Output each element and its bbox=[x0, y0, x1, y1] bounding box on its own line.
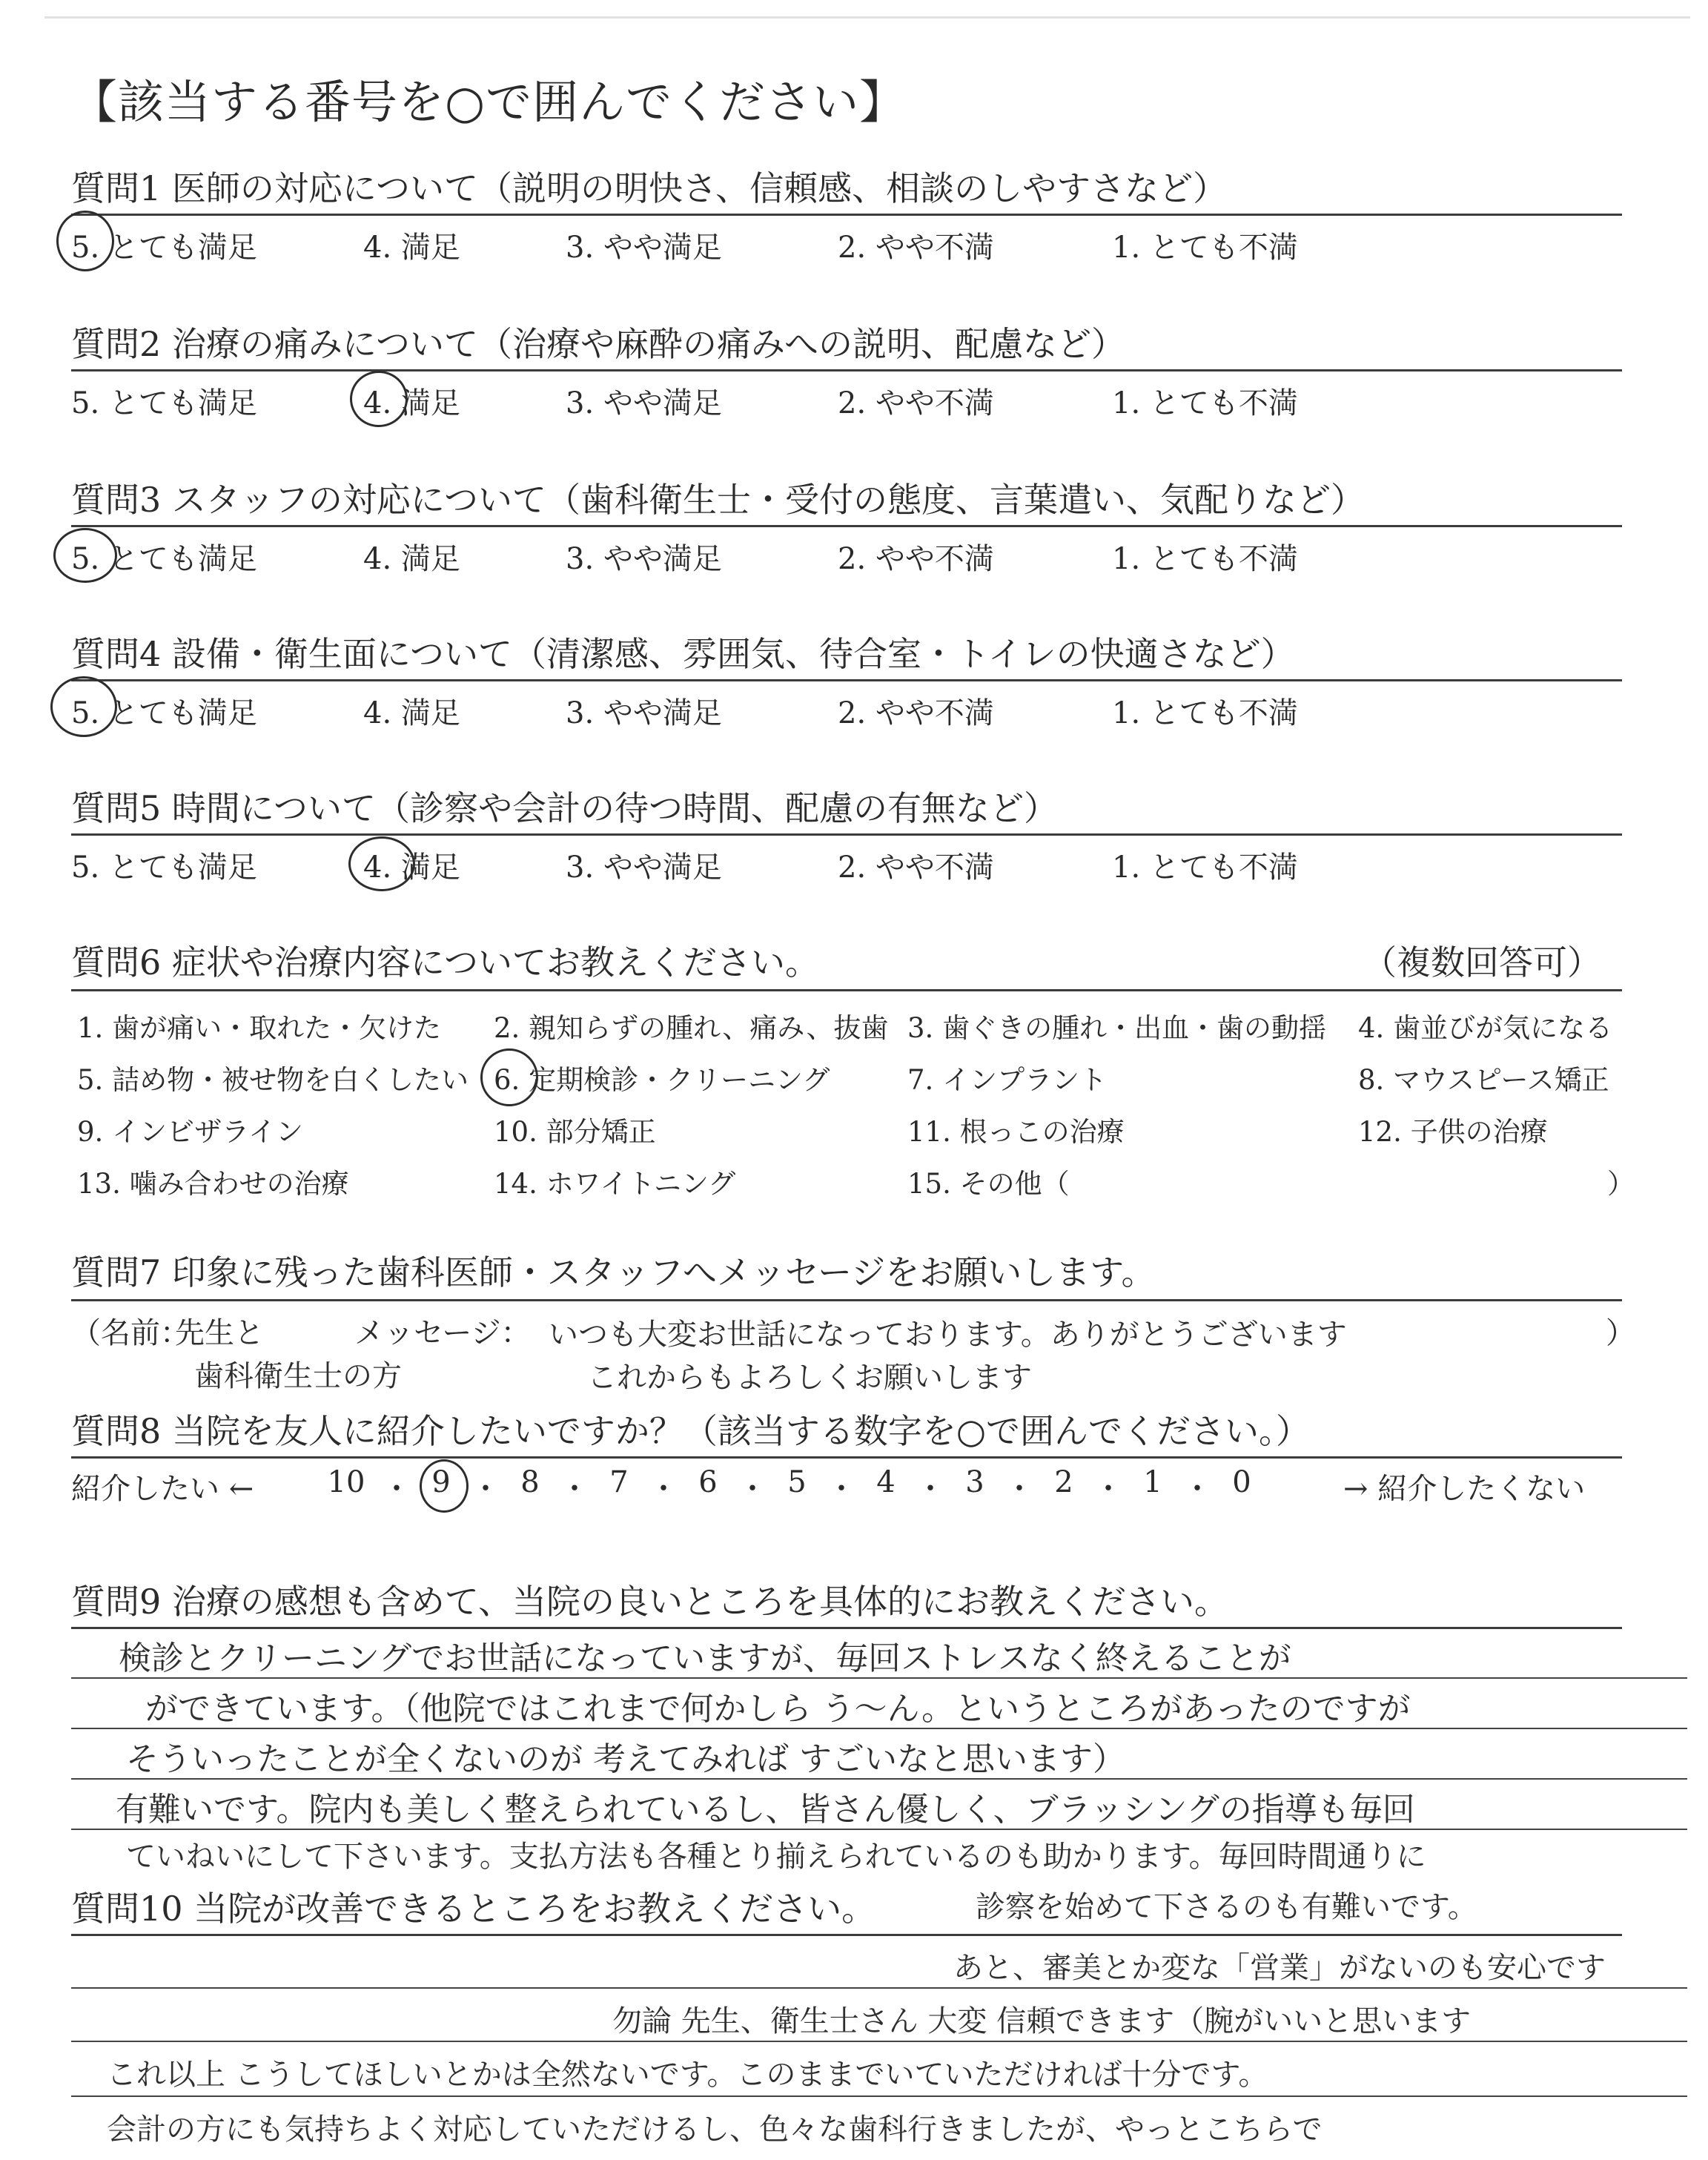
q5-option-4[interactable]: 4. 満足 bbox=[363, 851, 460, 885]
q10-line-2 bbox=[71, 2041, 1687, 2042]
q6-option-7[interactable]: 7. インプラント bbox=[907, 1064, 1108, 1096]
question-8-label: 質問8 当院を友人に紹介したいですか？（該当する数字を○で囲んでください。） bbox=[71, 1411, 1311, 1451]
q8-right-label: → 紹介したくない bbox=[1343, 1472, 1586, 1506]
question-6-rule bbox=[71, 989, 1622, 991]
q2-option-4[interactable]: 4. 満足 bbox=[363, 386, 460, 420]
question-2-rule bbox=[71, 369, 1622, 371]
q6-option-12[interactable]: 12. 子供の治療 bbox=[1358, 1116, 1548, 1148]
q8-scale-separator: ・ bbox=[1004, 1472, 1034, 1506]
question-5-label: 質問5 時間について（診察や会計の待つ時間、配慮の有無など） bbox=[71, 788, 1058, 828]
q8-scale-10[interactable]: 10 bbox=[327, 1465, 365, 1499]
question-10-label: 質問10 当院が改善できるところをお教えください。 bbox=[71, 1889, 876, 1929]
q8-scale-5[interactable]: 5 bbox=[787, 1465, 807, 1499]
q8-scale-separator: ・ bbox=[382, 1472, 411, 1506]
q5-option-5[interactable]: 5. とても満足 bbox=[71, 851, 257, 885]
q10-hw-line-3[interactable]: これ以上 こうしてほしいとかは全然ないです。このままでいていただければ十分です。 bbox=[107, 2058, 1268, 2092]
q4-option-5[interactable]: 5. とても満足 bbox=[71, 696, 257, 730]
q10-hw-line-2[interactable]: 勿論 先生、衛生士さん 大変 信頼できます（腕がいいと思います bbox=[612, 2004, 1472, 2038]
q6-option-10[interactable]: 10. 部分矯正 bbox=[494, 1116, 656, 1148]
question-3-rule bbox=[71, 525, 1622, 527]
q7-message-hw-2[interactable]: これからもよろしくお願いします bbox=[587, 1361, 1032, 1395]
q3-option-3[interactable]: 3. やや満足 bbox=[566, 542, 722, 576]
question-6-note: （複数回答可） bbox=[1363, 942, 1601, 982]
question-9-rule bbox=[71, 1627, 1622, 1629]
q8-scale-7[interactable]: 7 bbox=[609, 1465, 629, 1499]
q8-scale-separator: ・ bbox=[1093, 1472, 1123, 1506]
q1-option-1[interactable]: 1. とても不満 bbox=[1112, 231, 1298, 265]
q1-option-4[interactable]: 4. 満足 bbox=[363, 231, 460, 265]
q8-scale-0[interactable]: 0 bbox=[1232, 1465, 1251, 1499]
question-10-rule bbox=[71, 1934, 1622, 1936]
q4-option-3[interactable]: 3. やや満足 bbox=[566, 696, 722, 730]
question-3-label: 質問3 スタッフの対応について（歯科衛生士・受付の態度、言葉遣い、気配りなど） bbox=[71, 480, 1365, 520]
q5-option-2[interactable]: 2. やや不満 bbox=[838, 851, 994, 885]
q8-left-label: 紹介したい ← bbox=[71, 1472, 254, 1506]
q10-hw-inline[interactable]: 診察を始めて下さるのも有難いです。 bbox=[976, 1890, 1477, 1924]
question-8-rule bbox=[71, 1456, 1622, 1459]
q8-selection-circle bbox=[420, 1459, 469, 1513]
question-7-label: 質問7 印象に残った歯科医師・スタッフへメッセージをお願いします。 bbox=[71, 1252, 1156, 1292]
page-title: 【該当する番号を○で囲んでください】 bbox=[71, 75, 907, 129]
q8-scale-separator: ・ bbox=[1182, 1472, 1212, 1506]
q1-selection-circle bbox=[56, 211, 114, 271]
question-1-rule bbox=[71, 214, 1622, 216]
q4-option-4[interactable]: 4. 満足 bbox=[363, 696, 460, 730]
question-9-label: 質問9 治療の感想も含めて、当院の良いところを具体的にお教えください。 bbox=[71, 1582, 1228, 1622]
q1-option-3[interactable]: 3. やや満足 bbox=[566, 231, 722, 265]
question-2-label: 質問2 治療の痛みについて（治療や麻酔の痛みへの説明、配慮など） bbox=[71, 324, 1126, 364]
q3-option-1[interactable]: 1. とても不満 bbox=[1112, 542, 1298, 576]
q6-option-15[interactable]: 15. その他（ bbox=[907, 1168, 1070, 1200]
q4-selection-circle bbox=[50, 676, 117, 737]
q8-scale-8[interactable]: 8 bbox=[520, 1465, 540, 1499]
q10-hw-line-4[interactable]: 会計の方にも気持ちよく対応していただけるし、色々な歯科行きましたが、やっとこちらで bbox=[107, 2113, 1323, 2147]
q6-selection-circle bbox=[480, 1048, 538, 1106]
q8-scale-separator: ・ bbox=[916, 1472, 945, 1506]
q6-option-9[interactable]: 9. インビザライン bbox=[77, 1116, 303, 1148]
q9-hw-line-5[interactable]: ていねいにして下さいます。支払方法も各種とり揃えられているのも助かります。毎回時間通りに bbox=[126, 1840, 1426, 1874]
q7-name-hw-1: 先生と bbox=[175, 1316, 264, 1350]
q8-scale-separator: ・ bbox=[649, 1472, 678, 1506]
q9-hw-line-3[interactable]: そういったことが全くないのが 考えてみれば すごいなと思います） bbox=[126, 1740, 1125, 1778]
q8-scale-6[interactable]: 6 bbox=[698, 1465, 718, 1499]
q8-scale-2[interactable]: 2 bbox=[1054, 1465, 1073, 1499]
q9-hw-line-1[interactable]: 検診とクリーニングでお世話になっていますが、毎回ストレスなく終えることが bbox=[119, 1639, 1291, 1677]
q8-scale-4[interactable]: 4 bbox=[876, 1465, 896, 1499]
q8-scale-1[interactable]: 1 bbox=[1143, 1465, 1162, 1499]
q10-line-3 bbox=[71, 2095, 1687, 2097]
question-6-label: 質問6 症状や治療内容についてお教えください。 bbox=[71, 942, 819, 982]
q8-scale-9[interactable]: 9 bbox=[431, 1465, 451, 1499]
q6-option-15-close: ） bbox=[1607, 1168, 1635, 1200]
q2-option-2[interactable]: 2. やや不満 bbox=[838, 386, 994, 420]
top-edge-line bbox=[44, 16, 1690, 19]
q2-selection-circle bbox=[350, 371, 408, 427]
question-4-label: 質問4 設備・衛生面について（清潔感、雰囲気、待合室・トイレの快適さなど） bbox=[71, 634, 1295, 674]
q8-scale-3[interactable]: 3 bbox=[965, 1465, 984, 1499]
q3-option-4[interactable]: 4. 満足 bbox=[363, 542, 460, 576]
q3-option-2[interactable]: 2. やや不満 bbox=[838, 542, 994, 576]
q6-option-6[interactable]: 6. 定期検診・クリーニング bbox=[494, 1064, 830, 1096]
q3-option-5[interactable]: 5. とても満足 bbox=[71, 542, 257, 576]
q5-selection-circle bbox=[348, 836, 415, 891]
q8-scale-separator: ・ bbox=[738, 1472, 767, 1506]
q7-name-hw-2: 歯科衛生士の方 bbox=[194, 1359, 402, 1393]
q7-name-label: （名前： bbox=[71, 1316, 190, 1350]
q6-option-2[interactable]: 2. 親知らずの腫れ、痛み、抜歯 bbox=[494, 1012, 889, 1044]
q9-hw-line-2[interactable]: ができています。（他院ではこれまで何かしら う～ん。というところがあったのですが bbox=[145, 1690, 1411, 1728]
q10-hw-line-1[interactable]: あと、審美とか変な「営業」がないのも安心です bbox=[953, 1951, 1606, 1985]
question-7-rule bbox=[71, 1299, 1622, 1301]
question-5-rule bbox=[71, 833, 1622, 836]
q1-option-5[interactable]: 5. とても満足 bbox=[71, 231, 257, 265]
q6-option-13[interactable]: 13. 噛み合わせの治療 bbox=[77, 1168, 349, 1200]
q8-scale-separator: ・ bbox=[560, 1472, 589, 1506]
q7-message-hw-1[interactable]: いつも大変お世話になっております。ありがとうございます bbox=[549, 1318, 1347, 1352]
q3-selection-circle bbox=[53, 528, 117, 583]
q6-option-11[interactable]: 11. 根っこの治療 bbox=[907, 1116, 1125, 1148]
q8-scale-separator: ・ bbox=[827, 1472, 856, 1506]
q2-option-1[interactable]: 1. とても不満 bbox=[1112, 386, 1298, 420]
q5-option-1[interactable]: 1. とても不満 bbox=[1112, 851, 1298, 885]
q7-message-label: メッセージ： bbox=[354, 1316, 531, 1350]
question-1-label: 質問1 医師の対応について（説明の明快さ、信頼感、相談のしやすさなど） bbox=[71, 168, 1228, 208]
q1-option-2[interactable]: 2. やや不満 bbox=[838, 231, 994, 265]
q6-option-3[interactable]: 3. 歯ぐきの腫れ・出血・歯の動揺 bbox=[907, 1012, 1327, 1044]
q9-hw-line-4[interactable]: 有難いです。院内も美しく整えられているし、皆さん優しく、ブラッシングの指導も毎回 bbox=[116, 1791, 1415, 1829]
q6-option-4[interactable]: 4. 歯並びが気になる bbox=[1358, 1012, 1613, 1044]
q2-option-3[interactable]: 3. やや満足 bbox=[566, 386, 722, 420]
q8-scale-separator: ・ bbox=[471, 1472, 500, 1506]
q6-option-1[interactable]: 1. 歯が痛い・取れた・欠けた bbox=[77, 1012, 442, 1044]
q10-line-1 bbox=[71, 1987, 1687, 1989]
q5-option-3[interactable]: 3. やや満足 bbox=[566, 851, 722, 885]
q6-option-14[interactable]: 14. ホワイトニング bbox=[494, 1168, 736, 1200]
q4-option-2[interactable]: 2. やや不満 bbox=[838, 696, 994, 730]
q2-option-5[interactable]: 5. とても満足 bbox=[71, 386, 257, 420]
q6-option-8[interactable]: 8. マウスピース矯正 bbox=[1358, 1064, 1609, 1096]
q7-close-paren: ） bbox=[1606, 1316, 1635, 1350]
q6-option-5[interactable]: 5. 詰め物・被せ物を白くしたい bbox=[77, 1064, 469, 1096]
q4-option-1[interactable]: 1. とても不満 bbox=[1112, 696, 1298, 730]
question-4-rule bbox=[71, 679, 1622, 681]
